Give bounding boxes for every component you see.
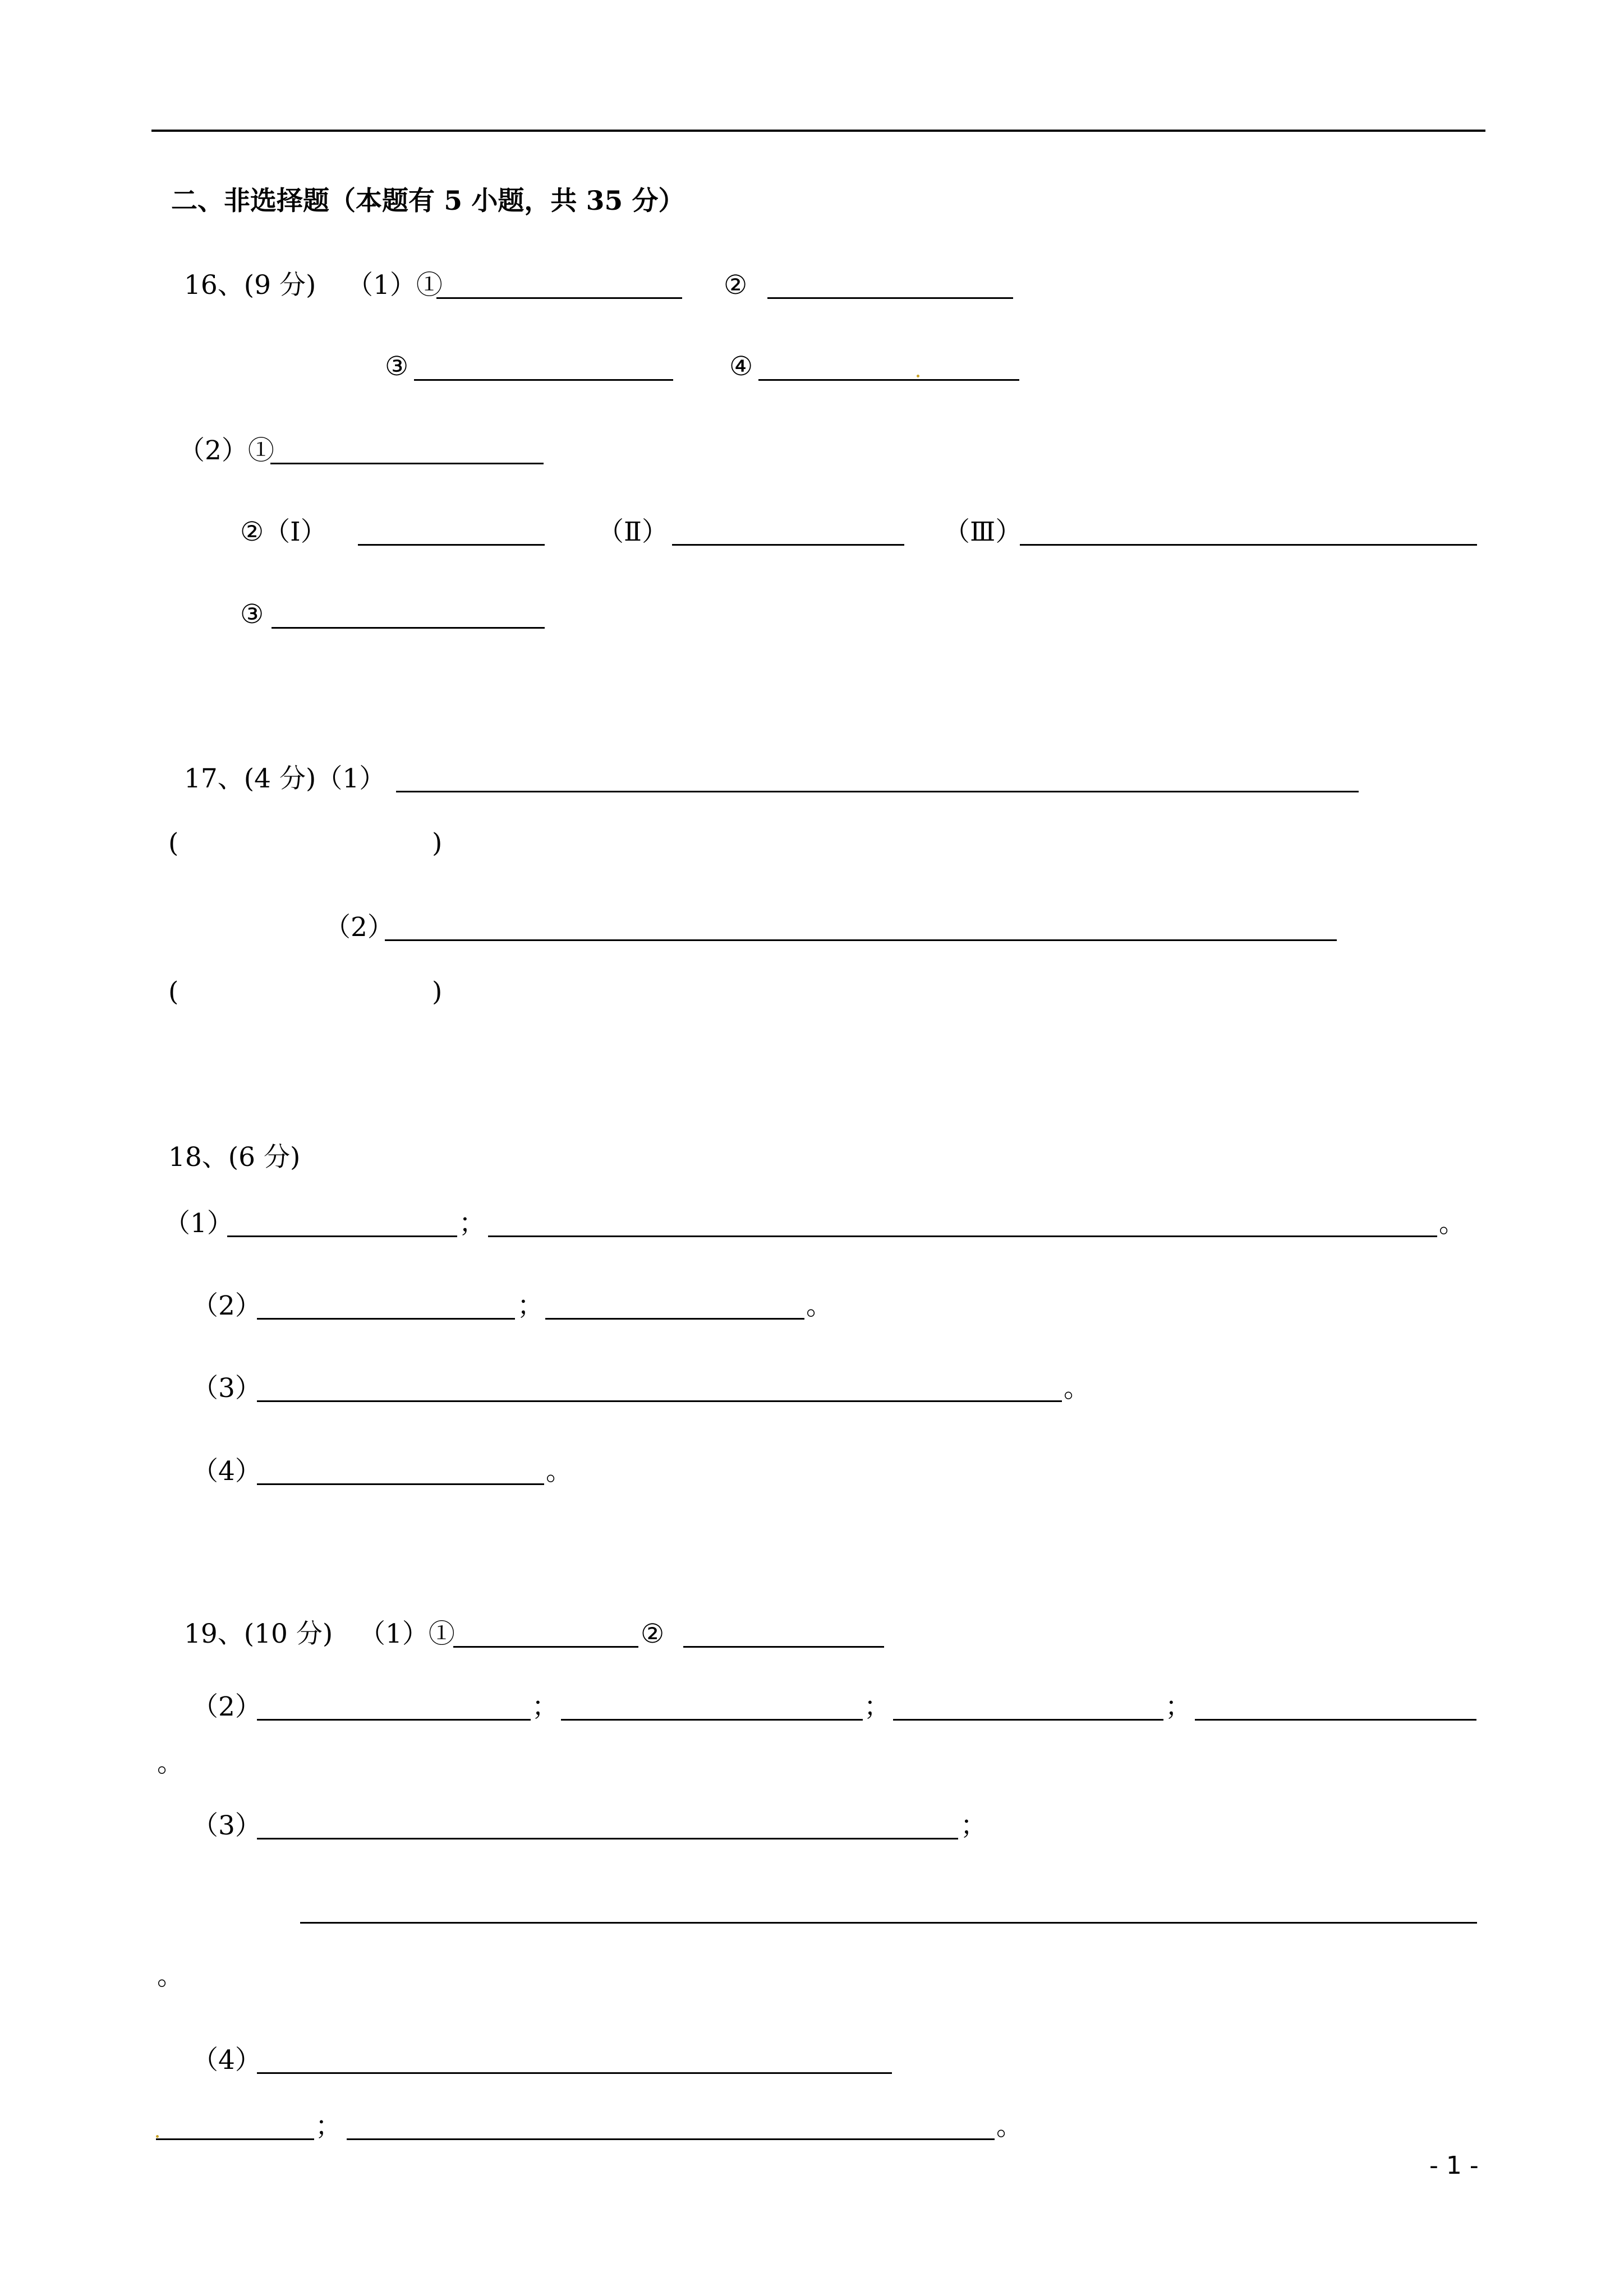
q18-blank-1b[interactable] <box>488 1235 1437 1237</box>
q17-heading: 17、(4 分)（1） <box>184 763 386 794</box>
q19-blank-1a[interactable] <box>453 1646 638 1648</box>
q19-semicolon-a: ； <box>532 1691 558 1722</box>
q19-blank-4a[interactable] <box>257 2072 892 2074</box>
q16-blank-6[interactable] <box>272 627 545 629</box>
q19-blank-3b[interactable] <box>300 1922 1477 1924</box>
q18-part3-label: （3） <box>192 1373 261 1404</box>
q16-part1-label: （1）① <box>347 270 443 301</box>
q18-part2-label: （2） <box>192 1290 261 1321</box>
header-rule <box>151 130 1485 132</box>
q17-blank-2[interactable] <box>385 939 1337 941</box>
q16-blank-II[interactable] <box>672 544 904 546</box>
q16-part2-label: （2）① <box>178 435 274 466</box>
q19-blank-3a[interactable] <box>257 1838 958 1839</box>
q17-paren-open-2: ( <box>168 976 179 1007</box>
q18-blank-1a[interactable] <box>227 1235 457 1237</box>
q19-blank-2d[interactable] <box>1195 1719 1476 1721</box>
q19-semicolon-3: ； <box>960 1810 987 1841</box>
q19-circle-2: ② <box>641 1619 665 1649</box>
section-title: 二、非选择题（本题有 5 小题，共 35 分） <box>171 186 685 216</box>
q19-semicolon-b: ； <box>864 1691 890 1722</box>
q16-blank-4[interactable] <box>758 379 1019 381</box>
q17-paren-open-1: ( <box>168 828 179 859</box>
q18-part1-label: （1） <box>164 1208 233 1239</box>
q19-blank-2b[interactable] <box>561 1719 863 1721</box>
q18-blank-4[interactable] <box>257 1483 544 1485</box>
q19-blank-2a[interactable] <box>257 1719 531 1721</box>
q18-blank-2a[interactable] <box>257 1318 515 1320</box>
stray-mark <box>917 375 919 377</box>
q18-heading: 18、(6 分) <box>168 1142 301 1173</box>
q19-part1-label: （1）① <box>359 1619 455 1649</box>
page-number: - 1 - <box>1429 2151 1479 2180</box>
q18-blank-2b[interactable] <box>545 1318 804 1320</box>
q16-circle-3b: ③ <box>240 599 264 630</box>
q16-blank-1[interactable] <box>436 297 682 299</box>
q18-part4-label: （4） <box>192 1456 261 1487</box>
stray-mark-2 <box>156 2135 159 2138</box>
q19-part2-label: （2） <box>192 1691 261 1722</box>
q18-period-2: 。 <box>806 1290 832 1321</box>
q19-blank-1b[interactable] <box>683 1646 884 1648</box>
q16-roman-III-label: （Ⅲ） <box>944 517 1022 547</box>
q16-roman-I-label: ②（Ⅰ） <box>240 517 327 547</box>
q19-part3-label: （3） <box>192 1810 261 1841</box>
q18-period-3: 。 <box>1064 1373 1090 1404</box>
q19-part4-label: （4） <box>192 2045 261 2076</box>
q19-heading: 19、(10 分) <box>184 1619 333 1649</box>
q19-blank-4c[interactable] <box>347 2138 995 2140</box>
q16-circle-4: ④ <box>729 351 753 382</box>
q18-semicolon-1: ； <box>459 1208 485 1239</box>
q17-blank-1[interactable] <box>396 791 1359 792</box>
q19-semicolon-4: ； <box>315 2111 342 2142</box>
q16-circle-2: ② <box>724 270 748 301</box>
q16-roman-II-label: （Ⅱ） <box>597 517 668 547</box>
q19-blank-2c[interactable] <box>893 1719 1163 1721</box>
q17-paren-close-1: ) <box>432 828 443 859</box>
q19-semicolon-c: ； <box>1165 1691 1191 1722</box>
q17-part2-label: （2） <box>324 912 394 943</box>
q18-period-4: 。 <box>546 1456 572 1487</box>
q19-period-4: 。 <box>996 2111 1023 2142</box>
q16-blank-5[interactable] <box>270 463 544 464</box>
q19-blank-4b[interactable] <box>156 2138 314 2140</box>
q18-blank-3[interactable] <box>257 1400 1062 1402</box>
q16-blank-III[interactable] <box>1020 544 1477 546</box>
q16-heading: 16、(9 分) <box>184 270 316 301</box>
q16-blank-2[interactable] <box>767 297 1013 299</box>
q19-period-2: 。 <box>157 1748 183 1778</box>
q18-semicolon-2: ； <box>517 1290 544 1321</box>
q18-period-1: 。 <box>1439 1208 1465 1239</box>
q16-blank-3[interactable] <box>414 379 673 381</box>
q17-paren-close-2: ) <box>432 976 443 1007</box>
q16-circle-3: ③ <box>385 351 409 382</box>
q16-blank-I[interactable] <box>358 544 545 546</box>
q19-period-3: 。 <box>157 1961 183 1991</box>
